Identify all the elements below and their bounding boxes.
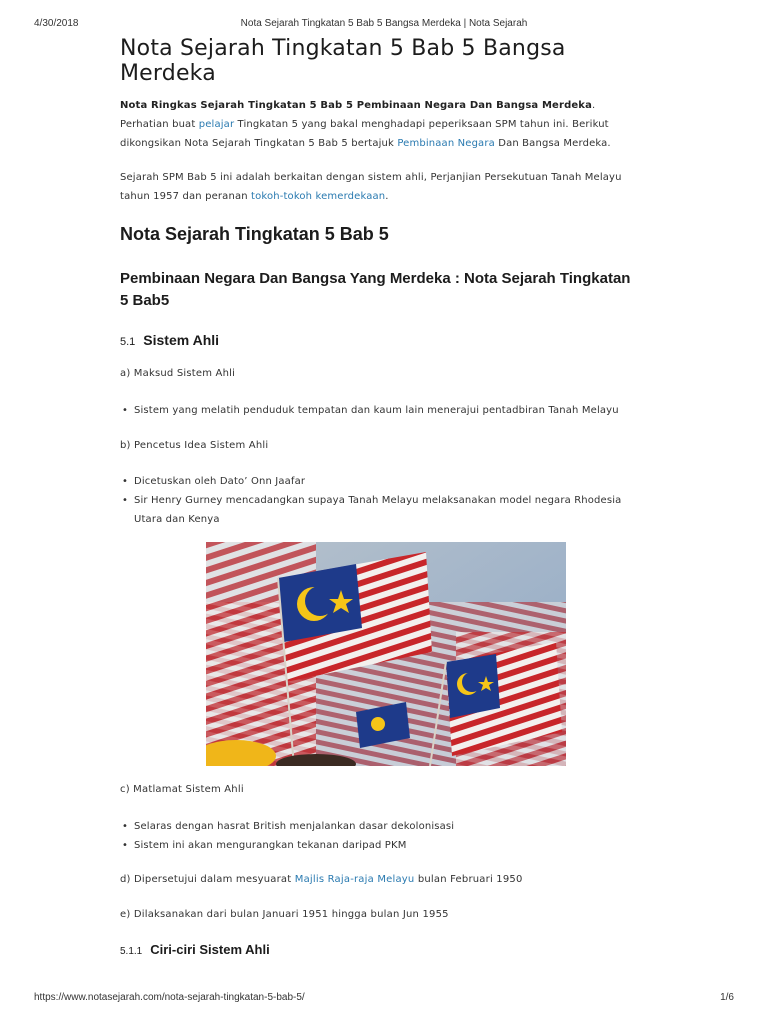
label-c: c) Matlamat Sistem Ahli <box>120 784 244 795</box>
bullets-c <box>120 817 640 855</box>
heading-5-1-title: Sistem Ahli <box>143 332 220 348</box>
list-item <box>120 491 640 529</box>
bullet-icon: • <box>122 476 129 487</box>
print-date: 4/30/2018 <box>34 18 79 29</box>
list-item-text: Sistem yang melatih penduduk tempatan dan kaum lain menerajui pentadbiran Tanah Melayu <box>134 405 619 416</box>
label-d-text-1: d) Dipersetujui dalam mesyuarat <box>120 874 295 885</box>
heading-5-1-number: 5.1 <box>120 336 136 348</box>
link-pembinaan-negara[interactable]: Pembinaan Negara <box>397 138 495 149</box>
list-item <box>120 401 640 420</box>
list-item <box>120 472 640 491</box>
intro-text-2: Tingkatan 5 yang bakal menghadapi peperiksaan SPM tahun ini. Berikut dikongsikan Nota Sejarah Tingkatan 5 Bab 5 bertajuk <box>120 119 609 149</box>
list-item <box>120 817 640 836</box>
intro2-text-1: Sejarah SPM Bab 5 ini adalah berkaitan dengan sistem ahli, Perjanjian Persekutuan Tanah Melayu tahun 1957 dan peranan <box>120 172 622 202</box>
link-majlis-raja-raja[interactable]: Majlis Raja-raja Melayu <box>294 874 415 885</box>
subsection-heading: Pembinaan Negara Dan Bangsa Yang Merdeka : Nota Sejarah Tingkatan 5 Bab5 <box>120 270 631 309</box>
article <box>120 36 640 957</box>
bullets-a <box>120 401 640 420</box>
malaysia-flags-image <box>206 542 566 766</box>
label-a: a) Maksud Sistem Ahli <box>120 368 236 379</box>
heading-5-1-1 <box>120 942 270 957</box>
label-b: b) Pencetus Idea Sistem Ahli <box>120 440 269 451</box>
list-item-text: Selaras dengan hasrat British menjalankan dasar dekolonisasi <box>134 821 455 832</box>
label-d <box>120 874 523 885</box>
bullet-icon: • <box>122 495 129 506</box>
intro-paragraph <box>120 96 640 153</box>
bullet-icon: • <box>122 405 129 416</box>
intro-bold: Nota Ringkas Sejarah Tingkatan 5 Bab 5 Pembinaan Negara Dan Bangsa Merdeka <box>120 100 593 111</box>
print-footer-url: https://www.notasejarah.com/nota-sejarah-tingkatan-5-bab-5/ <box>34 992 305 1003</box>
page-title: Nota Sejarah Tingkatan 5 Bab 5 Bangsa Merdeka <box>120 36 566 86</box>
bullets-b <box>120 472 640 529</box>
section-heading: Nota Sejarah Tingkatan 5 Bab 5 <box>120 224 389 244</box>
label-d-text-2: bulan Februari 1950 <box>414 874 523 885</box>
list-item-text: Sistem ini akan mengurangkan tekanan daripad PKM <box>134 840 407 851</box>
intro2-text-2: . <box>385 191 389 202</box>
intro-text-1: . Perhatian buat <box>120 100 596 130</box>
link-pelajar[interactable]: pelajar <box>198 119 235 130</box>
print-header-title: Nota Sejarah Tingkatan 5 Bab 5 Bangsa Merdeka | Nota Sejarah <box>240 18 528 29</box>
intro-text-3: Dan Bangsa Merdeka. <box>494 138 611 149</box>
bullet-icon: • <box>122 840 129 851</box>
label-e: e) Dilaksanakan dari bulan Januari 1951 hingga bulan Jun 1955 <box>120 909 449 920</box>
bullet-icon: • <box>122 821 129 832</box>
list-item-text: Sir Henry Gurney mencadangkan supaya Tanah Melayu melaksanakan model negara Rhodesia Utara dan Kenya <box>134 495 622 525</box>
list-item-text: Dicetuskan oleh Dato’ Onn Jaafar <box>134 476 306 487</box>
print-page-number: 1/6 <box>720 992 734 1003</box>
heading-5-1-1-number: 5.1.1 <box>120 946 143 957</box>
malaysia-flags-photo-icon <box>206 542 566 766</box>
intro-paragraph-2 <box>120 168 640 206</box>
link-tokoh-kemerdekaan[interactable]: tokoh-tokoh kemerdekaan <box>251 191 386 202</box>
heading-5-1-1-title: Ciri-ciri Sistem Ahli <box>150 942 270 957</box>
list-item <box>120 836 640 855</box>
heading-5-1 <box>120 332 219 348</box>
